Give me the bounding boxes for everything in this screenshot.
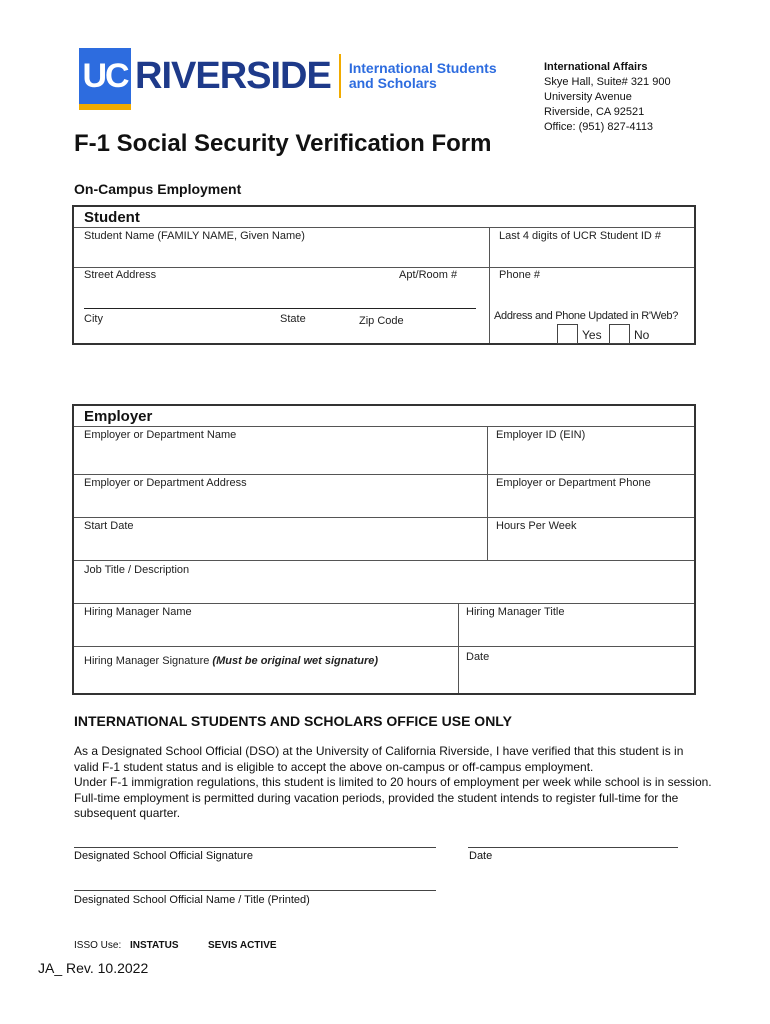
office-use-title: INTERNATIONAL STUDENTS AND SCHOLARS OFFICE USE ONLY — [74, 713, 512, 729]
department-name — [349, 61, 497, 91]
apt-room-field[interactable]: Apt/Room # — [399, 269, 458, 281]
divider — [74, 267, 694, 268]
form-title: F-1 Social Security Verification Form — [74, 130, 492, 157]
office-name: International Affairs — [544, 61, 648, 73]
divider — [74, 474, 694, 475]
divider — [487, 426, 488, 560]
uc-logo-mark: UC — [79, 48, 131, 104]
signature-date-field[interactable]: Date — [466, 651, 490, 663]
divider — [74, 517, 694, 518]
dso-date-line[interactable] — [468, 847, 678, 848]
no-checkbox[interactable] — [609, 324, 630, 344]
employer-phone-field[interactable]: Employer or Department Phone — [496, 477, 651, 489]
dso-name-label: Designated School Official Name / Title (Printed) — [74, 894, 310, 906]
form-subtitle: On-Campus Employment — [74, 181, 242, 197]
employer-section-title: Employer — [84, 408, 153, 425]
dso-date-label: Date — [469, 850, 493, 862]
department-line-1: International Students — [348, 60, 497, 76]
divider — [489, 227, 490, 343]
student-id-field[interactable]: Last 4 digits of UCR Student ID # — [499, 230, 662, 242]
signature-note: (Must be original wet signature) — [212, 655, 379, 667]
office-address-line: Skye Hall, Suite# 321 900 — [544, 76, 671, 88]
vacation-text: Full-time employment is permitted during vacation periods, provided the student intends to register full-time for the subsequent quarter. — [74, 790, 679, 820]
ucr-logo — [79, 48, 497, 104]
riverside-wordmark: RIVERSIDE — [135, 54, 331, 97]
divider — [74, 426, 694, 427]
employer-ein-field[interactable]: Employer ID (EIN) — [496, 429, 586, 441]
office-phone: Office: (951) 827-4113 — [544, 121, 654, 133]
job-title-field[interactable]: Job Title / Description — [84, 564, 190, 576]
street-address-field[interactable]: Street Address — [84, 269, 157, 281]
revision-note: JA_ Rev. 10.2022 — [38, 960, 149, 976]
yes-checkbox[interactable] — [557, 324, 578, 344]
signature-label: Hiring Manager Signature — [84, 655, 210, 667]
office-use-statement — [74, 744, 754, 822]
student-name-field[interactable]: Student Name (FAMILY NAME, Given Name) — [84, 230, 305, 242]
hours-limit-text: Under F-1 immigration regulations, this student is limited to 20 hours of employment per week while school is in session. — [74, 775, 712, 789]
instatus-label: INSTATUS — [130, 940, 179, 951]
student-section-title: Student — [84, 209, 140, 226]
phone-field[interactable]: Phone # — [499, 269, 540, 281]
hiring-manager-signature-field[interactable] — [84, 655, 378, 667]
divider — [74, 603, 694, 604]
yes-label: Yes — [582, 328, 602, 342]
divider — [458, 603, 459, 693]
employer-name-field[interactable]: Employer or Department Name — [84, 429, 237, 441]
department-line-2: and Scholars — [348, 75, 437, 91]
no-label: No — [634, 328, 650, 342]
hiring-manager-name-field[interactable]: Hiring Manager Name — [84, 606, 192, 618]
isso-use-label: ISSO Use: — [74, 940, 122, 951]
rweb-updated-question: Address and Phone Updated in R'Web? — [494, 310, 679, 322]
address-underline — [84, 308, 476, 309]
office-address-line: Riverside, CA 92521 — [544, 106, 645, 118]
dso-signature-label: Designated School Official Signature — [74, 850, 253, 862]
hiring-manager-title-field[interactable]: Hiring Manager Title — [466, 606, 565, 618]
divider — [74, 560, 694, 561]
employer-address-field[interactable]: Employer or Department Address — [84, 477, 247, 489]
state-field[interactable]: State — [280, 313, 306, 325]
zip-code-field[interactable]: Zip Code — [359, 315, 404, 327]
sevis-active-label: SEVIS ACTIVE — [208, 940, 277, 951]
dso-verification-text: As a Designated School Official (DSO) at the University of California Riverside, I have verified that this student is in valid F-1 student status and is eligible to accept the above on-campus or off-campus employment. — [74, 744, 684, 774]
dso-signature-line[interactable] — [74, 847, 436, 848]
hours-per-week-field[interactable]: Hours Per Week — [496, 520, 577, 532]
divider — [74, 646, 694, 647]
logo-divider — [339, 54, 341, 98]
office-address-line: University Avenue — [544, 91, 632, 103]
start-date-field[interactable]: Start Date — [84, 520, 134, 532]
office-address — [544, 60, 671, 135]
student-section — [72, 205, 696, 345]
city-field[interactable]: City — [84, 313, 103, 325]
divider — [74, 227, 694, 228]
dso-name-line[interactable] — [74, 890, 436, 891]
employer-section — [72, 404, 696, 695]
